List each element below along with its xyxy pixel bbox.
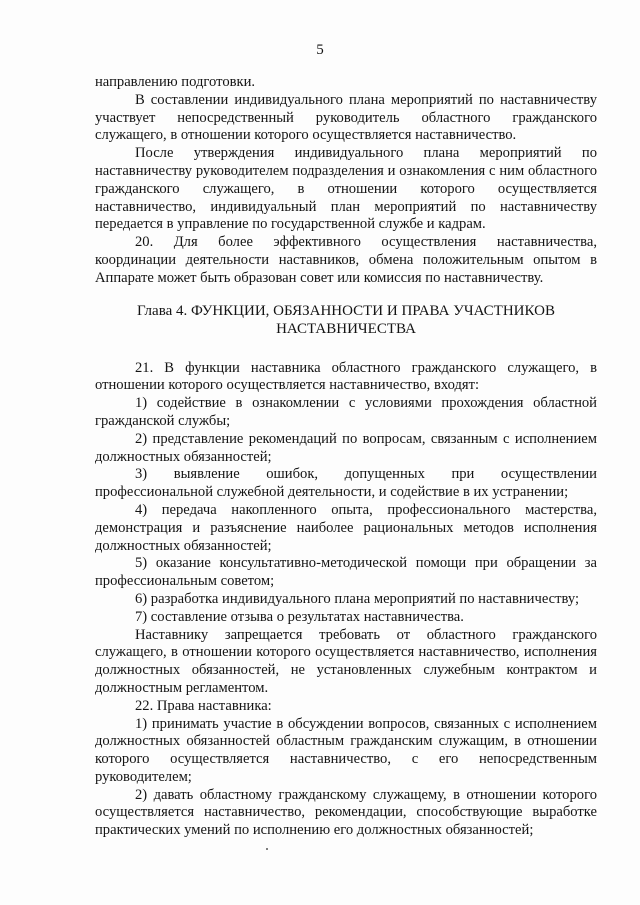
paragraph-item-22: 22. Права наставника: <box>135 697 272 714</box>
paragraph: направлению подготовки. <box>95 74 256 90</box>
paragraph-item-21: 21. В функции наставника областного гражданского служащего, в отношении которого осуществляется наставничество, входят: <box>95 359 597 394</box>
list-item: 1) принимать участие в обсуждении вопросов, связанных с исполнением должностных обязанностей областным гражданским служащим, в отношении которого осуществляется наставничество, с его непосредственным руководителем; <box>95 715 597 785</box>
document-body <box>95 74 597 840</box>
list-item: 2) представление рекомендаций по вопросам, связанным с исполнением должностных обязанностей; <box>95 430 597 465</box>
chapter-heading-line-2: НАСТАВНИЧЕСТВА <box>276 320 416 337</box>
list-item: 6) разработка индивидуального плана мероприятий по наставничеству; <box>135 590 580 607</box>
paragraph: В составлении индивидуального плана мероприятий по наставничеству участвует непосредственный руководитель областного гражданского служащего, в отношении которого осуществляется наставничество. <box>95 91 597 144</box>
paragraph-item-20: 20. Для более эффективного осуществления наставничества, координации деятельности наставников, обмена положительным опытом в Аппарате может быть образован совет или комиссия по наставничеству. <box>95 234 597 286</box>
list-item: 5) оказание консультативно-методической помощи при обращении за профессиональным советом; <box>95 555 597 590</box>
paragraph: Наставнику запрещается требовать от областного гражданского служащего, в отношении которого осуществляется наставничество, исполнения должностных обязанностей, не установленных служебным контрактом и должностным регламентом. <box>95 626 597 696</box>
list-item: 2) давать областному гражданскому служащему, в отношении которого осуществляется наставничество, рекомендации, способствующие выработке практических умений по исполнению его должностных обязанностей; <box>95 786 597 839</box>
scan-dot <box>266 848 268 850</box>
page-number: 5 <box>316 42 324 58</box>
chapter-heading <box>95 302 597 338</box>
list-item: 4) передача накопленного опыта, профессионального мастерства, демонстрация и разъяснение наиболее рациональных методов исполнения должностных обязанностей; <box>95 501 597 554</box>
list-item: 1) содействие в ознакомлении с условиями прохождения областной гражданской службы; <box>95 395 597 429</box>
paragraph: После утверждения индивидуального плана мероприятий по наставничеству руководителем подразделения и ознакомления с ним областного гражданского служащего, в отношении которого осуществляется наставничество, индивидуальный план мероприятий по наставничеству передается в управление по государственной службе и кадрам. <box>95 145 597 233</box>
list-item: 3) выявление ошибок, допущенных при осуществлении профессиональной служебной деятельности, и содействие в их устранении; <box>95 466 597 501</box>
chapter-heading-line-1: Глава 4. ФУНКЦИИ, ОБЯЗАННОСТИ И ПРАВА УЧАСТНИКОВ <box>137 302 555 319</box>
list-item: 7) составление отзыва о результатах наставничества. <box>135 608 464 625</box>
